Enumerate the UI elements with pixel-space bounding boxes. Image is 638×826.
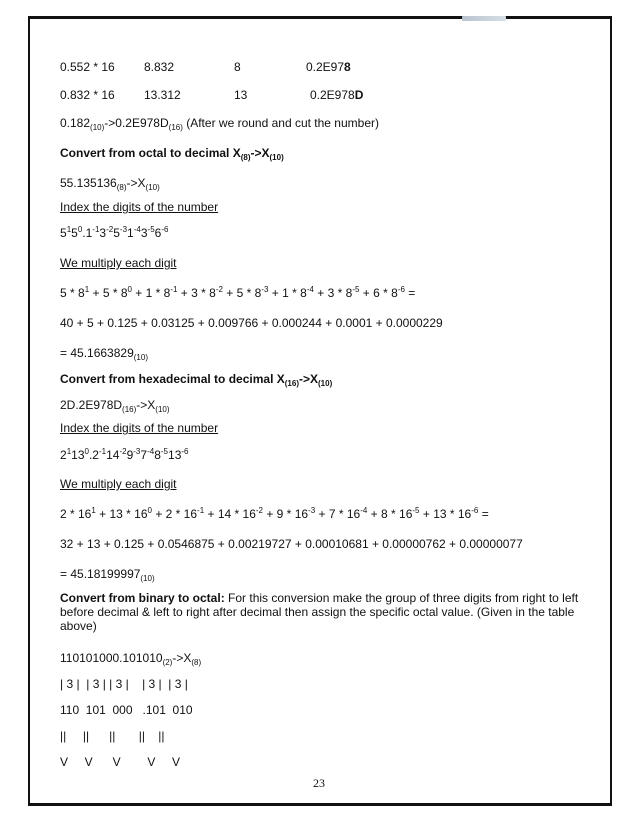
hex-digit-base: .2 xyxy=(88,448,99,462)
octal-result-sub: (10) xyxy=(133,353,148,362)
octal-digit-exponent: -5 xyxy=(147,225,155,234)
hex-number-sub: (16) xyxy=(122,405,137,414)
binary-number xyxy=(60,651,201,665)
octal-digit-exponent: -6 xyxy=(161,225,169,234)
hex-digit-exponent: -1 xyxy=(98,447,107,456)
octal-term-base: + 3 * 8 xyxy=(177,286,216,300)
binary-number-sub2: (8) xyxy=(191,658,202,667)
octal-term-base: 5 * 8 xyxy=(60,286,85,300)
hex-result xyxy=(60,567,155,581)
octal-heading-mid: ->X xyxy=(250,146,270,160)
octal-sum: 40 + 5 + 0.125 + 0.03125 + 0.009766 + 0.000244 + 0.0001 + 0.0000229 xyxy=(60,316,443,330)
hex-digits: 0.2E97 xyxy=(306,60,345,74)
hex-term-base: + 9 * 16 xyxy=(263,507,309,521)
hex-heading-mid: ->X xyxy=(298,372,318,386)
octal-digit-exponent: -2 xyxy=(106,225,114,234)
octal-term-exponent: 1 xyxy=(84,285,90,294)
result-a: 0.182 xyxy=(60,116,91,130)
hex-term-base: + 14 * 16 xyxy=(204,507,256,521)
octal-number xyxy=(60,176,160,190)
octal-term-base: + 1 * 8 xyxy=(268,286,307,300)
hex-term-exponent: 1 xyxy=(91,506,96,515)
hex-term-base: + 8 * 16 xyxy=(367,507,413,521)
octal-terms xyxy=(60,286,415,300)
octal-digit-exponent: 0 xyxy=(77,225,83,234)
octal-number-text: 55.135136 xyxy=(60,176,117,190)
octal-digit-base: 5 xyxy=(60,226,67,240)
result-b-sub: (16) xyxy=(168,123,183,132)
octal-term-exponent: -2 xyxy=(215,285,223,294)
octal-term-base: + 5 * 8 xyxy=(89,286,128,300)
hex-term-end: = xyxy=(478,507,489,521)
binary-pipes: || || || || || xyxy=(60,729,165,743)
binary-digits: 110 101 000 .101 010 xyxy=(60,703,193,717)
hex-result-sub: (10) xyxy=(140,574,155,583)
result-note: (After we round and cut the number) xyxy=(182,116,379,130)
hex-term-exponent: -3 xyxy=(308,506,316,515)
octal-digit-base: 5 xyxy=(113,226,120,240)
binary-number-text: 110101000.101010 xyxy=(60,651,163,665)
result-b: ->0.2E978D xyxy=(104,116,169,130)
hex-term-base: + 2 * 16 xyxy=(151,507,198,521)
octal-heading-sub2: (10) xyxy=(269,153,284,162)
octal-result xyxy=(60,346,148,360)
octal-term-base: + 5 * 8 xyxy=(222,286,262,300)
octal-digit-base: 1 xyxy=(127,226,134,240)
octal-digit-base: .1 xyxy=(82,226,93,240)
hex-heading-sub2: (10) xyxy=(318,379,333,388)
result-a-sub: (10) xyxy=(90,123,105,132)
octal-heading xyxy=(60,146,284,160)
hex-terms xyxy=(60,507,489,521)
hex-digit-base: 8 xyxy=(154,448,161,462)
hex-number-sub2: (10) xyxy=(155,405,170,414)
hex-digit-base: 7 xyxy=(140,448,148,462)
hex-index-label: Index the digits of the number xyxy=(60,421,219,435)
hex-digit-exponent: 0 xyxy=(84,447,89,456)
hex-sum: 32 + 13 + 0.125 + 0.0546875 + 0.00219727 + 0.00010681 + 0.00000762 + 0.00000077 xyxy=(60,537,523,551)
page-number: 23 xyxy=(313,776,325,790)
binary-description: For this conversion make the group of three digits from right to left before decimal & left to right after decimal then assign the specific octal value. (Given in the table above) xyxy=(60,591,579,633)
hex-digit-exponent: -3 xyxy=(133,447,141,456)
octal-term-exponent: -6 xyxy=(397,285,405,294)
octal-digit-exponent: -1 xyxy=(92,225,100,234)
table-cell: 13 xyxy=(234,88,248,102)
octal-term-exponent: -3 xyxy=(261,285,269,294)
octal-digit-exponent: -3 xyxy=(119,225,128,234)
hex-multiply-label: We multiply each digit xyxy=(60,477,177,491)
hex-result-text: = 45.18199997 xyxy=(60,567,141,581)
hex-term-base: 2 * 16 xyxy=(60,507,92,521)
hex-term-exponent: -1 xyxy=(197,506,205,515)
octal-result-text: = 45.1663829 xyxy=(60,346,134,360)
hex-heading xyxy=(60,372,332,386)
hex-digit-exponent: -6 xyxy=(181,447,189,456)
binary-groups: | 3 | | 3 | | 3 | | 3 | | 3 | xyxy=(60,677,188,691)
binary-heading: Convert from binary to octal: xyxy=(60,591,225,605)
octal-digit-exponent: 1 xyxy=(66,225,72,234)
hex-term-base: + 7 * 16 xyxy=(315,507,361,521)
octal-digit-base: 3 xyxy=(99,226,107,240)
octal-term-exponent: -4 xyxy=(306,285,314,294)
hex-digits: 0.2E978 xyxy=(310,88,355,102)
octal-digit-base: 3 xyxy=(140,226,148,240)
result-line xyxy=(60,116,379,130)
octal-number-sub: (8) xyxy=(116,183,127,192)
hex-indexed-digits xyxy=(60,448,189,462)
border-decoration xyxy=(462,16,506,21)
octal-indexed-digits xyxy=(60,226,168,240)
table-cell: 0.552 * 16 xyxy=(60,60,115,74)
hex-number-text: 2D.2E978D xyxy=(60,398,123,412)
table-cell-hex xyxy=(310,88,363,102)
hex-digit-base: 2 xyxy=(60,448,67,462)
octal-term-base: + 3 * 8 xyxy=(313,286,353,300)
hex-digit-base: 13 xyxy=(168,448,182,462)
binary-arrows: V V V V V xyxy=(60,755,181,769)
hex-digit-base: 14 xyxy=(106,448,120,462)
hex-digit-exponent: -2 xyxy=(119,447,127,456)
hex-term-base: + 13 * 16 xyxy=(95,507,148,521)
binary-paragraph xyxy=(60,591,580,633)
octal-digit-exponent: -4 xyxy=(133,225,141,234)
hex-term-base: + 13 * 16 xyxy=(419,507,472,521)
hex-digit-base: 13 xyxy=(71,448,85,462)
octal-term-exponent: -5 xyxy=(352,285,360,294)
hex-number-arrow: ->X xyxy=(136,398,156,412)
hex-term-exponent: -6 xyxy=(471,506,479,515)
octal-digit-base: 6 xyxy=(154,226,162,240)
hex-term-exponent: -4 xyxy=(360,506,368,515)
octal-term-base: + 1 * 8 xyxy=(131,286,171,300)
hex-term-exponent: -2 xyxy=(255,506,263,515)
table-cell: 8 xyxy=(234,60,241,74)
binary-number-sub: (2) xyxy=(162,658,173,667)
octal-term-end: = xyxy=(404,286,416,300)
hex-heading-text: Convert from hexadecimal to decimal X xyxy=(60,372,285,386)
octal-number-arrow: ->X xyxy=(126,176,146,190)
hex-new-digit: 8 xyxy=(344,60,351,74)
octal-term-base: + 6 * 8 xyxy=(359,286,398,300)
octal-heading-sub1: (8) xyxy=(240,153,251,162)
octal-index-label: Index the digits of the number xyxy=(60,200,219,214)
hex-term-exponent: 0 xyxy=(147,506,152,515)
octal-multiply-label: We multiply each digit xyxy=(60,256,177,270)
octal-digit-base: 5 xyxy=(71,226,78,240)
table-cell: 13.312 xyxy=(144,88,181,102)
table-cell: 8.832 xyxy=(144,60,175,74)
hex-number xyxy=(60,398,170,412)
hex-digit-exponent: -4 xyxy=(147,447,155,456)
octal-number-sub2: (10) xyxy=(145,183,160,192)
hex-term-exponent: -5 xyxy=(412,506,420,515)
hex-digit-exponent: -5 xyxy=(160,447,169,456)
table-cell-hex xyxy=(306,60,351,74)
octal-term-exponent: -1 xyxy=(170,285,178,294)
octal-heading-text: Convert from octal to decimal X xyxy=(60,146,241,160)
hex-new-digit: D xyxy=(354,88,364,102)
hex-digit-exponent: 1 xyxy=(66,447,72,456)
hex-heading-sub1: (16) xyxy=(284,379,299,388)
hex-digit-base: 9 xyxy=(126,448,134,462)
binary-number-arrow: ->X xyxy=(172,651,192,665)
table-cell: 0.832 * 16 xyxy=(60,88,115,102)
octal-term-exponent: 0 xyxy=(127,285,132,294)
